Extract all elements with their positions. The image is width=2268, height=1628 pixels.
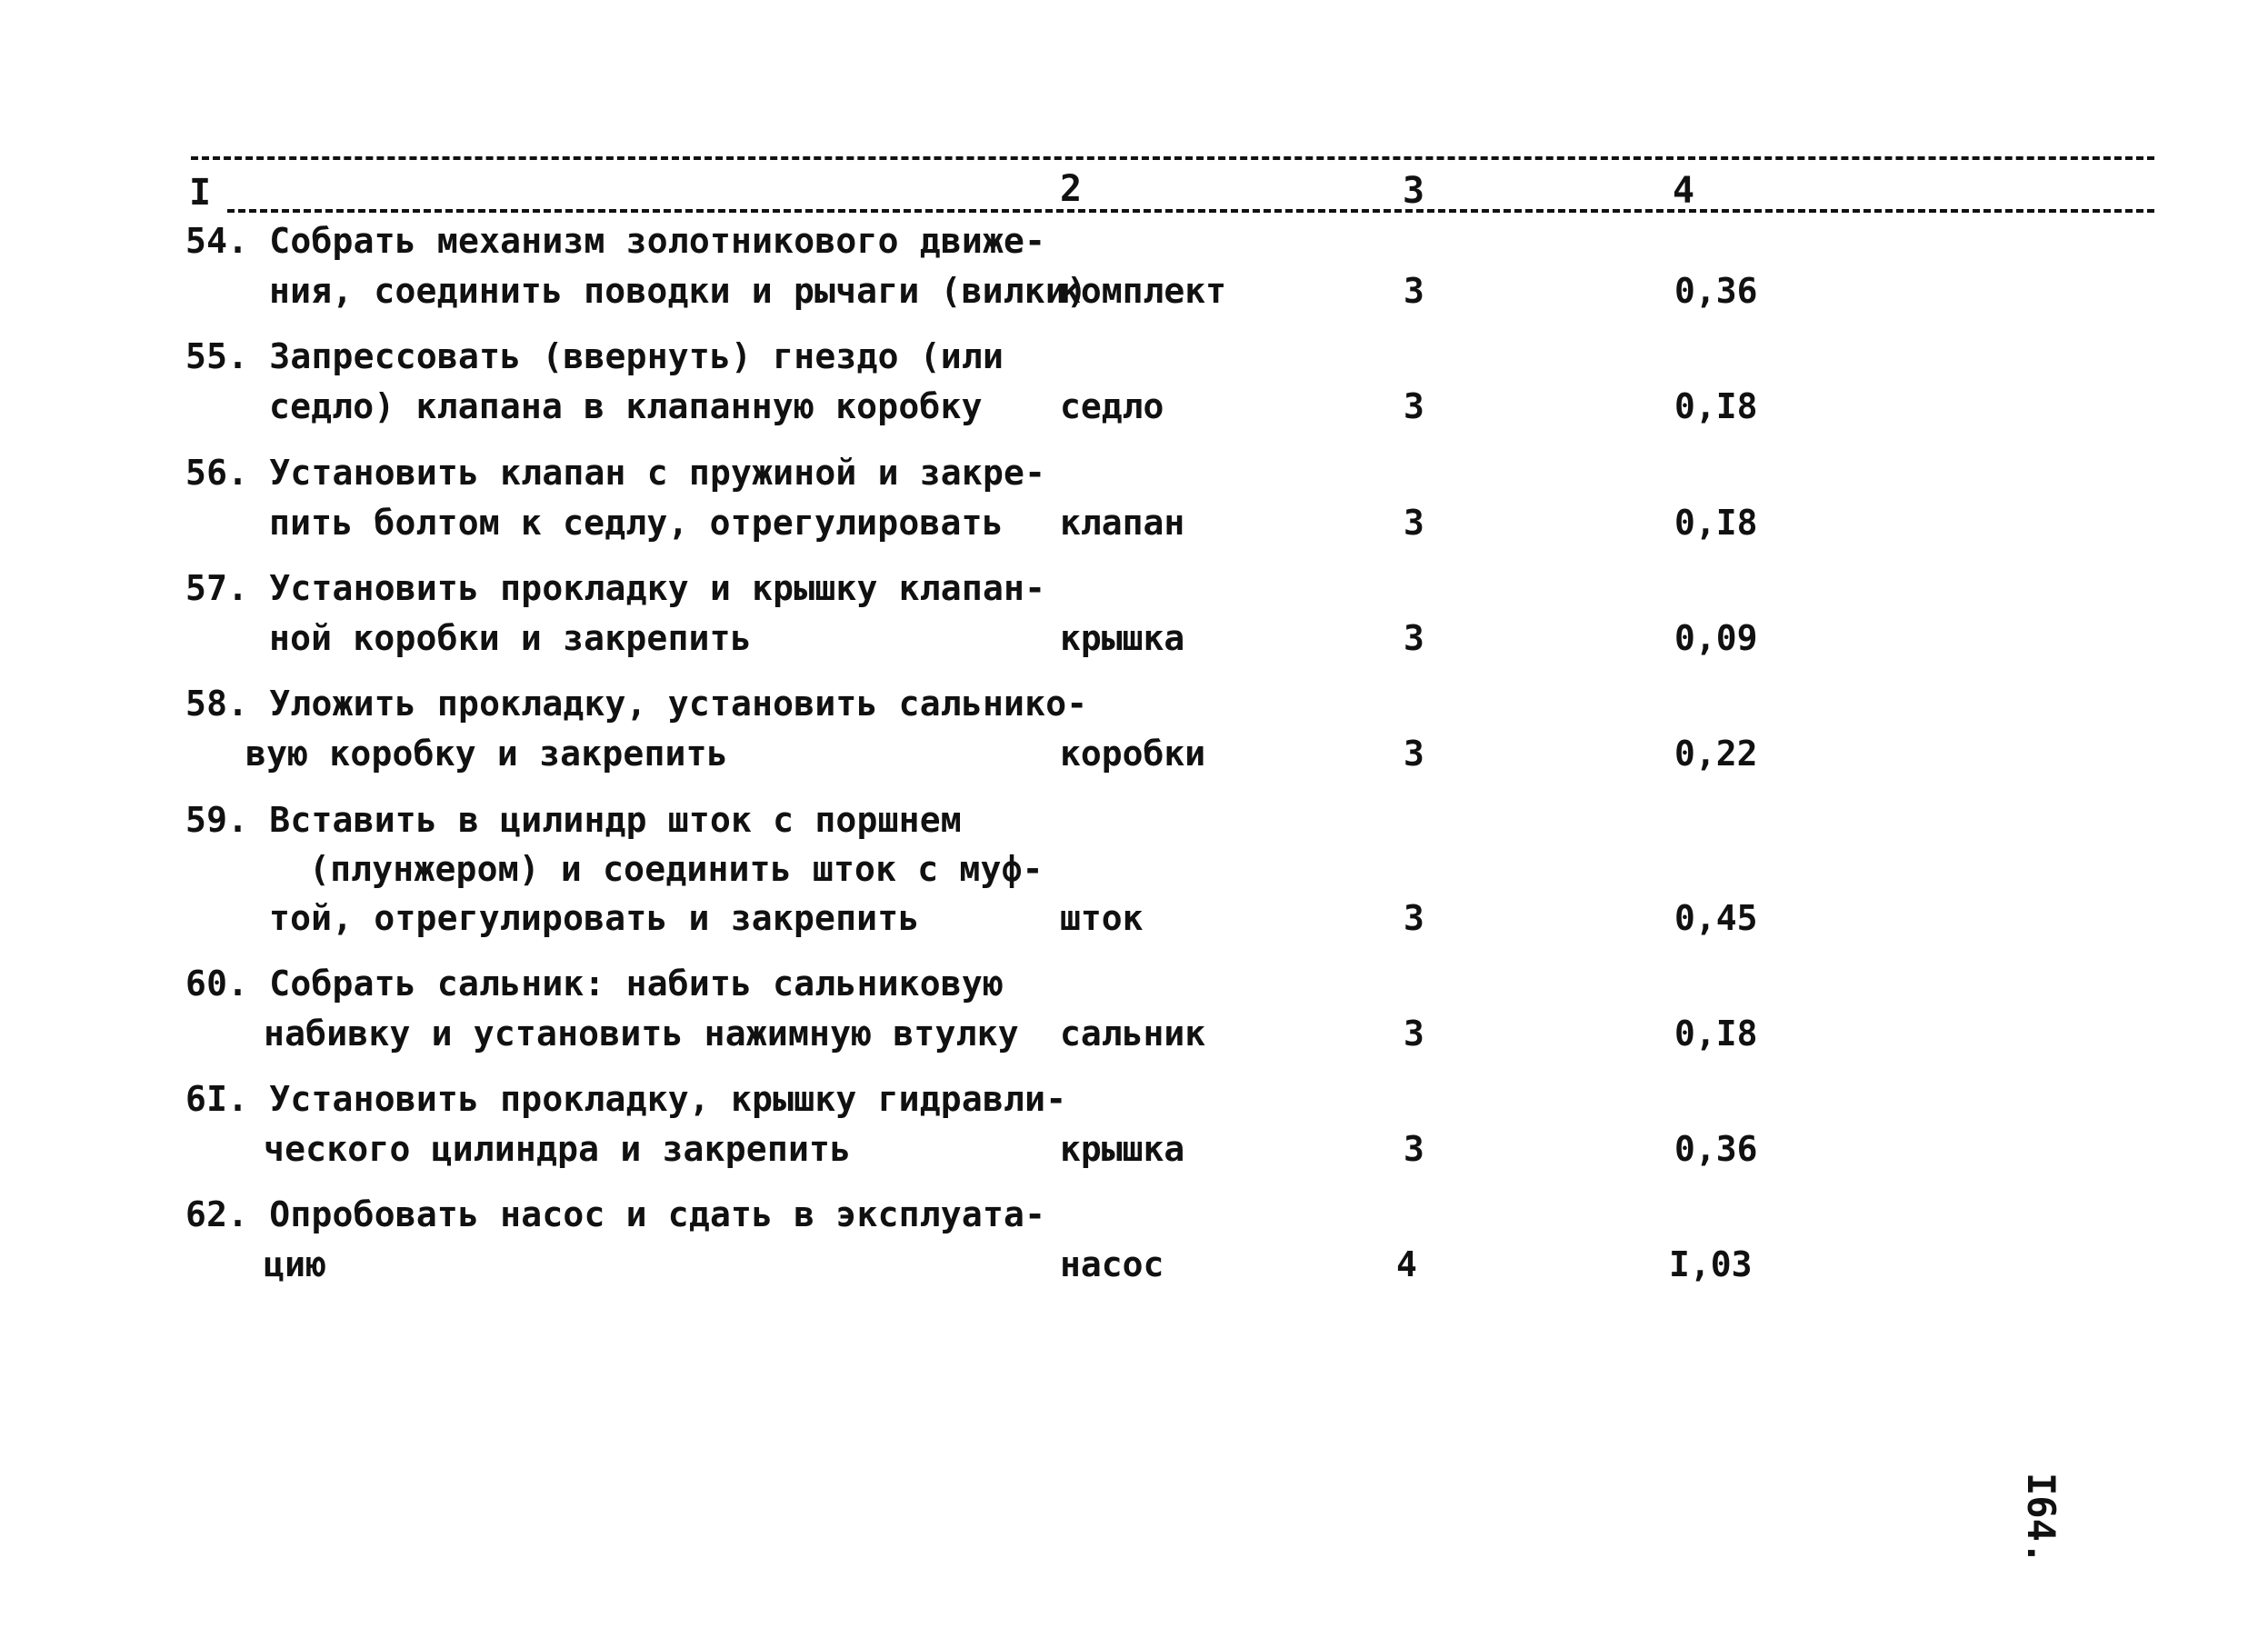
grade-cell: 3 [1404,898,1424,938]
grade-cell: 3 [1404,386,1424,426]
operation-text-line: 54. Собрать механизм золотникового движе- [185,221,1046,261]
column-header-2: 2 [1060,168,1083,210]
operation-text-line: той, отрегулировать и закрепить [269,898,920,938]
norm-cell: 0,I8 [1674,503,1758,543]
unit-cell: крышка [1060,618,1185,658]
operation-text-line: ния, соединить поводки и рычаги (вилки) [269,271,1088,311]
norm-cell: 0,I8 [1674,1014,1758,1054]
grade-cell: 3 [1404,734,1424,774]
unit-cell: коробки [1060,734,1206,774]
unit-cell: клапан [1060,503,1185,543]
operation-text-line: ческого цилиндра и закрепить [264,1129,852,1169]
operation-text-line: 58. Уложить прокладку, установить сальнико- [185,684,1088,724]
norm-cell: 0,09 [1674,618,1758,658]
norm-cell: 0,36 [1674,1129,1758,1169]
norm-cell: I,03 [1669,1244,1753,1284]
norm-cell: 0,I8 [1674,386,1758,426]
unit-cell: насос [1060,1244,1164,1284]
operation-text-line: 62. Опробовать насос и сдать в эксплуата- [185,1194,1046,1234]
norm-cell: 0,45 [1674,898,1758,938]
column-header-4: 4 [1673,170,1695,212]
grade-cell: 3 [1404,618,1424,658]
grade-cell: 3 [1404,503,1424,543]
operation-text-line: 60. Собрать сальник: набить сальниковую [185,964,1004,1004]
operation-text-line: 55. Запрессовать (ввернуть) гнездо (или [185,336,1004,376]
unit-cell: сальник [1060,1014,1206,1054]
operation-text-line: седло) клапана в клапанную коробку [269,386,983,426]
operation-text-line: вую коробку и закрепить [245,734,728,774]
operation-text-line: 6I. Установить прокладку, крышку гидравли- [185,1079,1067,1119]
page-number: I64. [2019,1473,2063,1565]
grade-cell: 3 [1404,1129,1424,1169]
grade-cell: 3 [1404,271,1424,311]
grade-cell: 3 [1404,1014,1424,1054]
operation-text-line: 59. Вставить в цилиндр шток с поршнем [185,800,962,840]
operation-text-line: ной коробки и закрепить [269,618,752,658]
grade-cell: 4 [1396,1244,1417,1284]
operation-text-line: (плунжером) и соединить шток с муф- [309,849,1044,889]
unit-cell: шток [1060,898,1144,938]
operation-text-line: пить болтом к седлу, отрегулировать [269,503,1004,543]
operation-text-line: 57. Установить прокладку и крышку клапан- [185,568,1046,608]
unit-cell: комплект [1060,271,1227,311]
operation-text-line: цию [264,1244,327,1284]
unit-cell: седло [1060,386,1164,426]
header-bottom-rule [227,209,2154,213]
header-top-rule [191,156,2154,160]
column-header-3: 3 [1403,170,1425,212]
operation-text-line: 56. Установить клапан с пружиной и закре- [185,453,1046,493]
unit-cell: крышка [1060,1129,1185,1169]
norm-cell: 0,22 [1674,734,1758,774]
norm-cell: 0,36 [1674,271,1758,311]
column-header-1: I [189,172,212,214]
operation-text-line: набивку и установить нажимную втулку [264,1014,1019,1054]
